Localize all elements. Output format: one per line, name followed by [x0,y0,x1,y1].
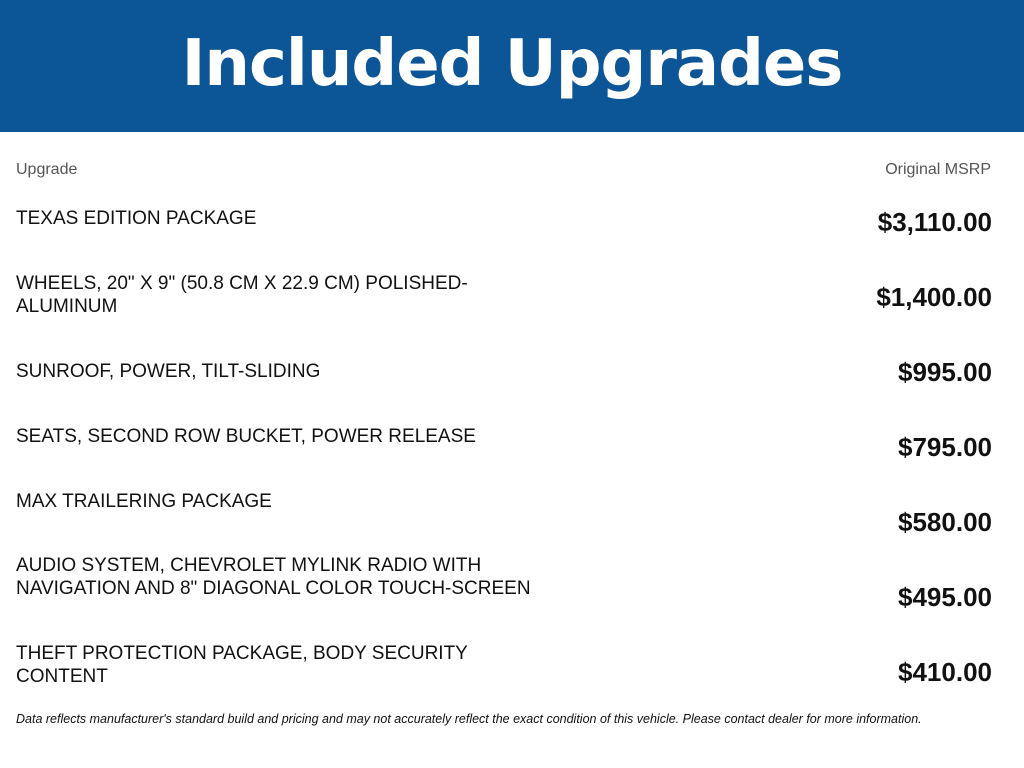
upgrade-price: $995.00 [898,357,992,387]
header-banner [0,0,1024,132]
upgrade-price: $795.00 [898,432,992,462]
disclaimer-text: Data reflects manufacturer's standard build and pricing and may not accurately reflect the exact condition of this vehicle. Please contact dealer for more information. [16,712,922,726]
upgrade-name: TEXAS EDITION PACKAGE [16,208,257,229]
page-title: Included Upgrades [181,27,843,101]
upgrade-name: THEFT PROTECTION PACKAGE, BODY SECURITY CONTENT [16,643,468,687]
upgrade-name: SUNROOF, POWER, TILT-SLIDING [16,361,321,382]
upgrade-column-header: Upgrade [16,161,78,178]
upgrade-name: MAX TRAILERING PACKAGE [16,491,272,512]
upgrade-price: $580.00 [898,507,992,537]
upgrade-name: SEATS, SECOND ROW BUCKET, POWER RELEASE [16,426,476,447]
upgrade-price: $495.00 [898,582,992,612]
upgrade-price: $1,400.00 [876,282,992,312]
upgrade-name: AUDIO SYSTEM, CHEVROLET MYLINK RADIO WITH NAVIGATION AND 8" DIAGONAL COLOR TOUCH-SCREEN [16,555,531,599]
upgrade-name: WHEELS, 20" X 9" (50.8 CM X 22.9 CM) POLISHED-ALUMINUM [16,273,468,317]
msrp-column-header: Original MSRP [885,161,991,178]
upgrade-price: $410.00 [898,657,992,687]
upgrade-price: $3,110.00 [877,207,992,237]
